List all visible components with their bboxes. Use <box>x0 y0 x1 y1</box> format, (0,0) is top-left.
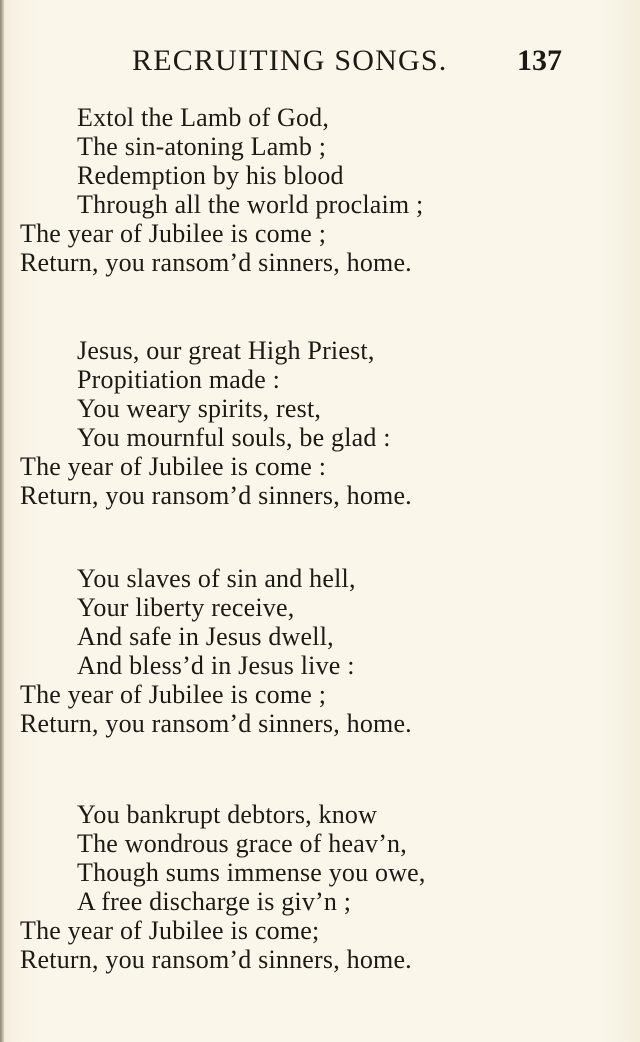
chorus-line: The year of Jubilee is come ; <box>20 680 327 709</box>
stanza-line: The sin-atoning Lamb ; <box>77 132 327 161</box>
stanza-line: You bankrupt debtors, know <box>77 800 378 829</box>
stanza-line: And bless’d in Jesus live : <box>77 651 355 680</box>
page-number: 137 <box>517 44 562 77</box>
stanza-line: Propitiation made : <box>77 365 281 394</box>
chorus-line: The year of Jubilee is come ; <box>20 219 327 248</box>
stanza-line: And safe in Jesus dwell, <box>77 622 334 651</box>
chorus-line: Return, you ransom’d sinners, home. <box>20 709 412 738</box>
page-header <box>0 44 640 84</box>
stanza-line: Jesus, our great High Priest, <box>77 336 375 365</box>
stanza-line: You weary spirits, rest, <box>77 394 322 423</box>
chorus-line: Return, you ransom’d sinners, home. <box>20 481 412 510</box>
binding-edge <box>0 0 4 1042</box>
stanza-line: Extol the Lamb of God, <box>77 103 330 132</box>
stanza-line: You mournful souls, be glad : <box>77 423 391 452</box>
running-title: RECRUITING SONGS. <box>132 44 448 77</box>
chorus-line: Return, you ransom’d sinners, home. <box>20 945 412 974</box>
stanza-line: A free discharge is giv’n ; <box>77 887 352 916</box>
stanza-line: Redemption by his blood <box>77 161 344 190</box>
stanza-line: Through all the world proclaim ; <box>77 190 424 219</box>
chorus-line: The year of Jubilee is come : <box>20 452 327 481</box>
chorus-line: Return, you ransom’d sinners, home. <box>20 248 412 277</box>
stanza-line: Your liberty receive, <box>77 593 295 622</box>
stanza-line: The wondrous grace of heav’n, <box>77 829 407 858</box>
chorus-line: The year of Jubilee is come; <box>20 916 320 945</box>
stanza-line: You slaves of sin and hell, <box>77 564 356 593</box>
stanza-line: Though sums immense you owe, <box>77 858 426 887</box>
